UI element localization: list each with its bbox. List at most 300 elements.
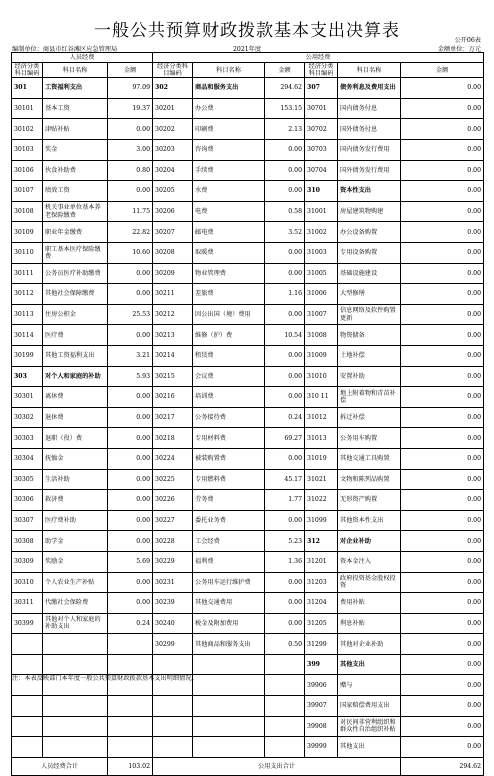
cell-amount: 45.17 [265, 469, 305, 490]
cell-code: 30305 [12, 469, 43, 490]
cell-name: 手续费 [193, 160, 265, 181]
empty-cell [265, 737, 305, 758]
cell-name: 生活补助 [43, 469, 108, 490]
cell-amount: 11.75 [108, 201, 153, 222]
cell-amount: 3.21 [108, 345, 153, 366]
cell-code: 30399 [12, 613, 43, 634]
cell-name: 机关事业单位基本养老保险缴费 [43, 201, 108, 222]
header-name: 科目名称 [338, 63, 401, 78]
cell-name: 公务用车运行维护费 [193, 572, 265, 593]
cell-code [12, 634, 43, 655]
cell-amount: 0.00 [401, 222, 484, 243]
table-row [12, 572, 484, 593]
cell-name: 职工基本医疗保险缴费 [43, 243, 108, 264]
cell-amount: 5.69 [108, 551, 153, 572]
cell-code: 30311 [12, 593, 43, 614]
cell-amount [108, 634, 153, 655]
cell-code: 31003 [305, 243, 338, 264]
cell-name: 工会经费 [193, 531, 265, 552]
cell-amount [265, 675, 305, 696]
table-row [12, 78, 484, 99]
cell-amount: 0.00 [401, 325, 484, 346]
table-row [12, 222, 484, 243]
cell-name: 被装购置费 [193, 448, 265, 469]
cell-name: 利息补贴 [338, 613, 401, 634]
cell-name: 伙食补助费 [43, 160, 108, 181]
cell-name: 对个人和家庭的补助 [43, 366, 108, 387]
cell-name: 因公出国（境）费用 [193, 304, 265, 325]
cell-name: 职业年金缴费 [43, 222, 108, 243]
cell-amount: 0.00 [401, 675, 484, 696]
cell-code: 30206 [153, 201, 193, 222]
cell-name: 工资福利支出 [43, 78, 108, 99]
cell-amount: 0.00 [265, 448, 305, 469]
cell-amount: 0.00 [108, 387, 153, 408]
header-personnel: 人员经费 [12, 53, 153, 63]
cell-amount: 0.00 [108, 325, 153, 346]
table-row [12, 304, 484, 325]
cell-name: 取暖费 [193, 243, 265, 264]
cell-amount: 0.00 [401, 263, 484, 284]
cell-name: 个人农业生产补贴 [43, 572, 108, 593]
empty-cell [153, 737, 193, 758]
table-row [12, 366, 484, 387]
cell-code [153, 696, 193, 717]
table-row [12, 737, 484, 758]
cell-name: 物资储备 [338, 325, 401, 346]
empty-cell [43, 737, 108, 758]
cell-name: 国外债务发行费用 [338, 160, 401, 181]
cell-name [193, 675, 265, 696]
cell-amount: 3.00 [108, 140, 153, 161]
cell-name: 资本性支出 [338, 181, 401, 202]
cell-amount [265, 654, 305, 675]
cell-name: 退职（役）费 [43, 428, 108, 449]
cell-code: 39906 [305, 675, 338, 696]
cell-code: 30308 [12, 531, 43, 552]
cell-amount [265, 696, 305, 717]
cell-name: 大型修缮 [338, 284, 401, 305]
cell-name: 其他支出 [338, 737, 401, 758]
cell-amount: 2.13 [265, 119, 305, 140]
table-row [12, 551, 484, 572]
cell-code: 30203 [153, 140, 193, 161]
cell-code: 30225 [153, 469, 193, 490]
cell-code: 30702 [305, 119, 338, 140]
cell-code: 31006 [305, 284, 338, 305]
cell-code: 31013 [305, 428, 338, 449]
cell-code: 30302 [12, 407, 43, 428]
table-row [12, 531, 484, 552]
table-row [12, 696, 484, 717]
cell-amount: 10.60 [108, 243, 153, 264]
cell-name: 房屋建筑物购建 [338, 201, 401, 222]
table-row [12, 119, 484, 140]
cell-code: 301 [12, 78, 43, 99]
table-row [12, 469, 484, 490]
table-row [12, 160, 484, 181]
cell-amount: 69.27 [265, 428, 305, 449]
cell-amount: 294.62 [265, 78, 305, 99]
cell-code: 399 [305, 654, 338, 675]
cell-name: 离休费 [43, 387, 108, 408]
cell-name [193, 654, 265, 675]
cell-name [43, 716, 108, 737]
cell-name [193, 716, 265, 737]
cell-amount: 0.00 [401, 407, 484, 428]
cell-code [153, 716, 193, 737]
cell-amount: 0.00 [265, 387, 305, 408]
cell-code: 39907 [305, 696, 338, 717]
cell-amount: 0.00 [265, 263, 305, 284]
cell-amount: 0.00 [401, 201, 484, 222]
cell-name [193, 696, 265, 717]
cell-amount: 0.00 [401, 140, 484, 161]
cell-amount: 0.00 [108, 593, 153, 614]
cell-name: 信息网络及软件购置更新 [338, 304, 401, 325]
personnel-total-value: 103.02 [108, 757, 153, 775]
table-row [12, 325, 484, 346]
cell-amount: 10.54 [265, 325, 305, 346]
cell-code: 30214 [153, 345, 193, 366]
cell-name: 邮电费 [193, 222, 265, 243]
cell-amount: 1.36 [265, 551, 305, 572]
cell-amount: 0.00 [401, 284, 484, 305]
header-code: 经济分类科目编码 [153, 63, 193, 78]
cell-name: 其他对个人和家庭的补助支出 [43, 613, 108, 634]
cell-amount: 0.00 [401, 716, 484, 737]
table-row [12, 407, 484, 428]
table-row [12, 634, 484, 655]
cell-code: 30112 [12, 284, 43, 305]
cell-code: 30109 [12, 222, 43, 243]
cell-name: 国外债务付息 [338, 119, 401, 140]
cell-amount: 0.00 [401, 737, 484, 758]
cell-name: 助学金 [43, 531, 108, 552]
cell-name: 劳务费 [193, 490, 265, 511]
cell-code: 30199 [12, 345, 43, 366]
cell-name [43, 634, 108, 655]
cell-name: 差旅费 [193, 284, 265, 305]
cell-code: 31203 [305, 572, 338, 593]
expenditure-table [11, 52, 484, 776]
cell-name [43, 696, 108, 717]
cell-code: 30103 [12, 140, 43, 161]
cell-name: 基础设施建设 [338, 263, 401, 284]
cell-name: 维修（护）费 [193, 325, 265, 346]
cell-code: 30306 [12, 490, 43, 511]
cell-name: 奖励金 [43, 551, 108, 572]
cell-code: 30106 [12, 160, 43, 181]
cell-amount: 5.93 [108, 366, 153, 387]
footnote: 注：本表反映部门本年度一般公共预算财政拨款基本支出明细情况。 [12, 675, 198, 682]
table-row [12, 243, 484, 264]
table-row [12, 593, 484, 614]
cell-name: 培训费 [193, 387, 265, 408]
cell-amount: 0.00 [108, 181, 153, 202]
cell-amount: 0.00 [108, 263, 153, 284]
cell-name: 债务利息及费用支出 [338, 78, 401, 99]
cell-amount: 0.00 [401, 366, 484, 387]
cell-amount: 0.00 [401, 181, 484, 202]
table-row [12, 716, 484, 737]
cell-name: 国家赔偿费用支出 [338, 696, 401, 717]
cell-amount: 0.00 [265, 304, 305, 325]
cell-amount: 0.00 [108, 531, 153, 552]
cell-code: 30110 [12, 243, 43, 264]
table-row [12, 387, 484, 408]
cell-amount: 0.00 [401, 78, 484, 99]
cell-name: 安置补助 [338, 366, 401, 387]
cell-amount: 0.58 [265, 201, 305, 222]
cell-name: 其他社会保障缴费 [43, 284, 108, 305]
cell-name: 专用设备购置 [338, 243, 401, 264]
cell-name: 医疗费补助 [43, 510, 108, 531]
table-row [12, 613, 484, 634]
cell-amount: 0.00 [401, 593, 484, 614]
header-code: 经济分类科目编码 [12, 63, 43, 78]
cell-code: 310 11 [305, 387, 338, 408]
cell-code: 31005 [305, 263, 338, 284]
cell-name: 拆迁补偿 [338, 407, 401, 428]
cell-code: 30208 [153, 243, 193, 264]
cell-code: 30307 [12, 510, 43, 531]
cell-amount: 0.00 [401, 634, 484, 655]
public-total-value: 294.62 [401, 757, 484, 775]
cell-name: 救济费 [43, 490, 108, 511]
cell-code: 30228 [153, 531, 193, 552]
cell-code: 30309 [12, 551, 43, 572]
cell-amount: 19.37 [108, 98, 153, 119]
cell-amount: 0.00 [265, 366, 305, 387]
cell-code: 30204 [153, 160, 193, 181]
cell-code: 31012 [305, 407, 338, 428]
cell-code: 30224 [153, 448, 193, 469]
cell-amount: 0.00 [108, 428, 153, 449]
cell-name: 其他资本性支出 [338, 510, 401, 531]
cell-name: 租赁费 [193, 345, 265, 366]
cell-code: 31299 [305, 634, 338, 655]
cell-amount [108, 696, 153, 717]
cell-amount: 0.00 [265, 613, 305, 634]
cell-code: 30231 [153, 572, 193, 593]
cell-name: 对民间非营利组织和群众性自治组织补贴 [338, 716, 401, 737]
personnel-total-label: 人员经费合计 [12, 757, 108, 775]
table-row [12, 263, 484, 284]
cell-amount: 0.00 [108, 490, 153, 511]
cell-name: 退休费 [43, 407, 108, 428]
header-code: 经济分类科目编码 [305, 63, 338, 78]
cell-name: 电费 [193, 201, 265, 222]
cell-amount: 1.77 [265, 490, 305, 511]
cell-code: 30111 [12, 263, 43, 284]
cell-code: 30101 [12, 98, 43, 119]
cell-code: 30212 [153, 304, 193, 325]
table-row [12, 201, 484, 222]
cell-name: 其他工资福利支出 [43, 345, 108, 366]
table-row [12, 448, 484, 469]
public-total-label: 公用支出合计 [153, 757, 401, 775]
cell-amount: 0.00 [265, 345, 305, 366]
cell-name: 公务用车购置 [338, 428, 401, 449]
cell-amount: 0.00 [401, 469, 484, 490]
cell-code: 310 [305, 181, 338, 202]
cell-name: 税金及附加费用 [193, 613, 265, 634]
cell-amount: 0.00 [401, 551, 484, 572]
table-row [12, 510, 484, 531]
cell-name: 商品和服务支出 [193, 78, 265, 99]
cell-amount [108, 716, 153, 737]
cell-name: 其他交通费用 [193, 593, 265, 614]
header-name: 科目名称 [193, 63, 265, 78]
cell-amount: 0.00 [265, 593, 305, 614]
cell-code: 312 [305, 531, 338, 552]
cell-name: 无形资产购置 [338, 490, 401, 511]
cell-name: 赠与 [338, 675, 401, 696]
cell-code: 30215 [153, 366, 193, 387]
cell-amount: 3.52 [265, 222, 305, 243]
cell-name: 福利费 [193, 551, 265, 572]
cell-amount: 153.15 [265, 98, 305, 119]
cell-amount: 0.00 [401, 572, 484, 593]
cell-name: 政府投资基金股权投资 [338, 572, 401, 593]
cell-code: 30211 [153, 284, 193, 305]
cell-amount: 0.00 [265, 160, 305, 181]
cell-amount: 0.24 [108, 613, 153, 634]
cell-code: 302 [153, 78, 193, 99]
cell-code: 30213 [153, 325, 193, 346]
cell-code: 30102 [12, 119, 43, 140]
cell-code: 31201 [305, 551, 338, 572]
cell-amount: 0.00 [401, 654, 484, 675]
cell-name: 基本工资 [43, 98, 108, 119]
cell-amount: 0.00 [265, 140, 305, 161]
table-row [12, 428, 484, 449]
cell-name: 津贴补贴 [43, 119, 108, 140]
cell-code: 30703 [305, 140, 338, 161]
cell-amount: 0.00 [401, 160, 484, 181]
cell-amount: 0.00 [401, 448, 484, 469]
cell-code: 30205 [153, 181, 193, 202]
cell-name: 公务接待费 [193, 407, 265, 428]
cell-name: 地上附着物和青苗补偿 [338, 387, 401, 408]
cell-amount: 0.00 [401, 345, 484, 366]
cell-code: 307 [305, 78, 338, 99]
header-name: 科目名称 [43, 63, 108, 78]
cell-code: 30310 [12, 572, 43, 593]
empty-cell [12, 737, 43, 758]
cell-name: 其他商品和服务支出 [193, 634, 265, 655]
cell-code: 303 [12, 366, 43, 387]
cell-name: 资本金注入 [338, 551, 401, 572]
cell-code [12, 696, 43, 717]
cell-code: 30239 [153, 593, 193, 614]
cell-code: 30229 [153, 551, 193, 572]
cell-code: 30303 [12, 428, 43, 449]
cell-name: 国内债务付息 [338, 98, 401, 119]
cell-code [12, 716, 43, 737]
cell-name: 奖金 [43, 140, 108, 161]
cell-amount: 0.00 [401, 243, 484, 264]
unit-name: 编制单位：商县市红谷滩区应急管理局 [12, 46, 118, 53]
cell-name: 其他对企业补助 [338, 634, 401, 655]
cell-amount: 0.00 [401, 304, 484, 325]
cell-code: 31008 [305, 325, 338, 346]
cell-name: 办公设备购置 [338, 222, 401, 243]
cell-name: 专用燃料费 [193, 469, 265, 490]
cell-name: 住房公积金 [43, 304, 108, 325]
header-public: 公用经费 [153, 53, 484, 63]
cell-code: 31010 [305, 366, 338, 387]
cell-name: 印刷费 [193, 119, 265, 140]
cell-amount: 0.00 [108, 469, 153, 490]
cell-code: 30240 [153, 613, 193, 634]
cell-amount: 0.00 [108, 119, 153, 140]
cell-name: 抚恤金 [43, 448, 108, 469]
cell-amount: 5.23 [265, 531, 305, 552]
cell-code: 30217 [153, 407, 193, 428]
cell-amount: 0.00 [401, 98, 484, 119]
table-code: 公开06表 [454, 37, 481, 44]
cell-name: 其他支出 [338, 654, 401, 675]
cell-code [12, 654, 43, 675]
table-row [12, 140, 484, 161]
cell-code: 31001 [305, 201, 338, 222]
report-year: 2021年度 [233, 46, 262, 53]
cell-amount: 0.00 [401, 428, 484, 449]
cell-name [43, 654, 108, 675]
cell-code: 30704 [305, 160, 338, 181]
cell-amount: 0.00 [401, 696, 484, 717]
cell-amount: 0.00 [401, 387, 484, 408]
cell-amount: 0.00 [108, 448, 153, 469]
cell-name: 其他交通工具购置 [338, 448, 401, 469]
report-title: 一般公共预算财政拨款基本支出决算表 [94, 21, 400, 41]
cell-code: 31205 [305, 613, 338, 634]
table-row [12, 490, 484, 511]
table-row [12, 181, 484, 202]
empty-cell [108, 737, 153, 758]
cell-code: 30107 [12, 181, 43, 202]
cell-code: 30216 [153, 387, 193, 408]
cell-code: 30114 [12, 325, 43, 346]
cell-amount: 0.00 [401, 119, 484, 140]
cell-code: 30227 [153, 510, 193, 531]
cell-amount: 0.50 [265, 634, 305, 655]
cell-amount: 0.24 [265, 407, 305, 428]
cell-code: 30701 [305, 98, 338, 119]
cell-name: 会议费 [193, 366, 265, 387]
cell-amount: 0.00 [401, 613, 484, 634]
cell-code: 30301 [12, 387, 43, 408]
totals-row [12, 757, 484, 775]
cell-name: 国内债务发行费用 [338, 140, 401, 161]
cell-code [153, 654, 193, 675]
empty-cell [193, 737, 265, 758]
cell-amount: 0.00 [108, 572, 153, 593]
cell-amount: 0.00 [265, 243, 305, 264]
cell-code: 30299 [153, 634, 193, 655]
cell-code: 31002 [305, 222, 338, 243]
cell-name: 水费 [193, 181, 265, 202]
header-amount: 金额 [401, 63, 484, 78]
amount-unit: 金额单位：万元 [437, 46, 481, 53]
cell-name: 公务员医疗补助缴费 [43, 263, 108, 284]
cell-amount: 1.16 [265, 284, 305, 305]
cell-amount: 0.80 [108, 160, 153, 181]
cell-name: 绩效工资 [43, 181, 108, 202]
cell-code: 39999 [305, 737, 338, 758]
